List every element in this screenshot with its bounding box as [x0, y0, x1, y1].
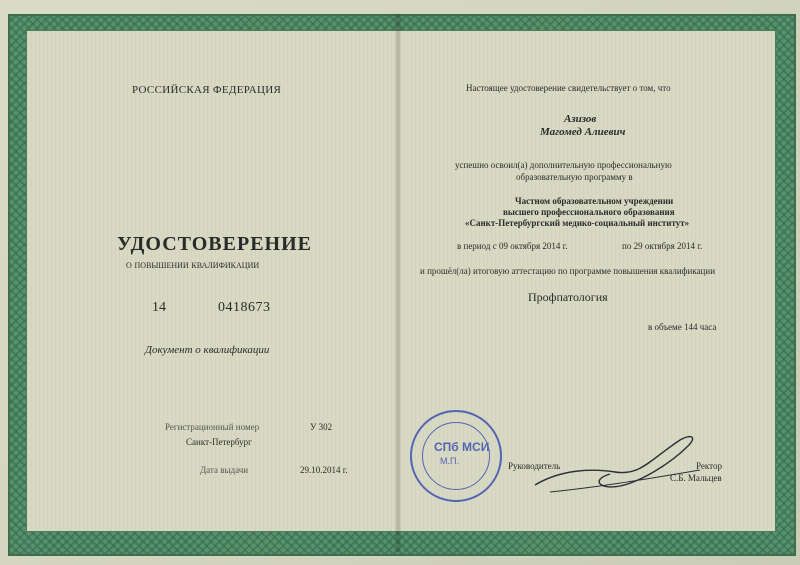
issue-date-value: 29.10.2014 г. [300, 465, 348, 475]
document-number: 0418673 [218, 300, 271, 315]
center-fold [395, 14, 401, 552]
period-to: по 29 октября 2014 г. [622, 241, 703, 251]
mastered-line-1: успешно освоил(а) дополнительную профессиональную [455, 160, 672, 170]
issue-date-label: Дата выдачи [200, 465, 249, 475]
registration-label: Регистрационный номер [165, 422, 260, 432]
period-from: в период с 09 октября 2014 г. [457, 241, 568, 251]
organization-line-2: высшего профессионального образования [503, 207, 675, 217]
holder-surname: Азизов [564, 113, 597, 125]
attestation-text: и прошёл(ла) итоговую аттестацию по программе повышения квалификации [420, 266, 716, 276]
rector-label: Ректор [696, 461, 722, 471]
rector-name: С.Б. Мальцев [670, 473, 722, 483]
registration-value: У 302 [310, 422, 333, 432]
seal-center-text: СПб МСИ [434, 440, 490, 454]
organization-line-3: «Санкт-Петербургский медико-социальный институт» [465, 218, 690, 228]
country-label: РОССИЙСКАЯ ФЕДЕРАЦИЯ [132, 84, 282, 96]
head-label: Руководитель [508, 461, 561, 471]
city-label: Санкт-Петербург [186, 437, 252, 447]
rector-signature [530, 430, 710, 500]
series-number: 14 [152, 300, 166, 315]
organization-line-1: Частном образовательном учреждении [515, 196, 674, 206]
holder-name: Магомед Алиевич [540, 126, 626, 138]
seal-mp-text: М.П. [440, 456, 459, 466]
official-seal [410, 410, 502, 502]
program-volume: в объеме 144 часа [648, 322, 717, 332]
certificate-title: УДОСТОВЕРЕНИЕ [117, 233, 312, 255]
mastered-line-2: образовательную программу в [516, 172, 633, 182]
program-name: Профпатология [528, 290, 608, 304]
document-type: Документ о квалификации [145, 344, 270, 356]
certificate-subtitle: о повышении квалификации [126, 259, 260, 271]
intro-text: Настоящее удостоверение свидетельствует о том, что [466, 83, 671, 93]
